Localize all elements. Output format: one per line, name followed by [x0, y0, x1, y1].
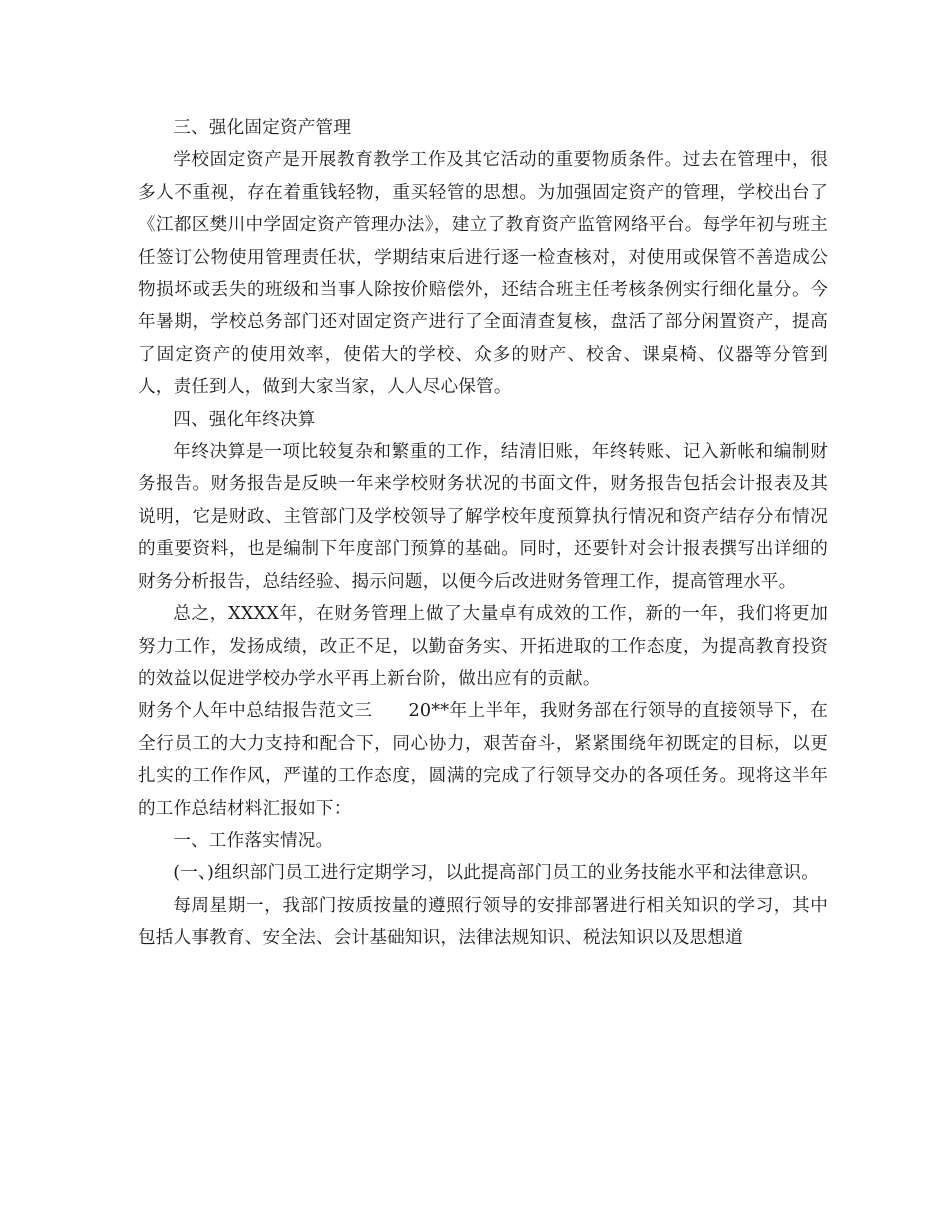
paragraph-study-organization: (一、)组织部门员工进行定期学习，以此提高部门员工的业务技能水平和法律意识。	[173, 863, 820, 884]
paragraph-report-three-intro: 财务个人年中总结报告范文三 20**年上半年，我财务部在行领导的直接领导下，在全行员工的大力支持和配合下，同心协力，艰苦奋斗，紧紧围绕年初既定的目标，以更扎实的工作作风，严谨的工作态度，圆满的完成了行领导交办的各项任务。现将这半年的工作总结材料汇报如下：	[138, 701, 828, 819]
document-page	[138, 112, 828, 955]
paragraph-weekly-study: 每周星期一，我部门按质按量的遵照行领导的安排部署进行相关知识的学习，其中包括人事教育、安全法、会计基础知识，法律法规知识、税法知识以及思想道	[138, 895, 828, 949]
paragraph-conclusion: 总之，XXXX年，在财务管理上做了大量卓有成效的工作，新的一年，我们将更加努力工作，发扬成绩，改正不足，以勤奋务实、开拓进取的工作态度，为提高教育投资的效益以促进学校办学水平再上新台阶，做出应有的贡献。	[138, 604, 828, 689]
paragraph-year-end: 年终决算是一项比较复杂和繁重的工作，结清旧账，年终转账、记入新帐和编制财务报告。财务报告是反映一年来学校财务状况的书面文件，财务报告包括会计报表及其说明，它是财政、主管部门及学校领导了解学校年度预算执行情况和资产结存分布情况的重要资料，也是编制下年度部门预算的基础。同时，还要针对会计报表撰写出详细的财务分析报告，总结经验、揭示问题，以便今后改进财务管理工作，提高管理水平。	[138, 442, 828, 592]
paragraph-fixed-assets: 学校固定资产是开展教育教学工作及其它活动的重要物质条件。过去在管理中，很多人不重视，存在着重钱轻物，重买轻管的思想。为加强固定资产的管理，学校出台了《江都区樊川中学固定资产管理办法》，建立了教育资产监管网络平台。每学年初与班主任签订公物使用管理责任状，学期结束后进行逐一检查核对，对使用或保管不善造成公物损坏或丢失的班级和当事人除按价赔偿外，还结合班主任考核条例实行细化量分。今年暑期，学校总务部门还对固定资产进行了全面清查复核，盘活了部分闲置资产，提高了固定资产的使用效率，使偌大的学校、众多的财产、校舍、课桌椅、仪器等分管到人，责任到人，做到大家当家，人人尽心保管。	[138, 150, 828, 398]
section-heading-year-end: 四、强化年终决算	[173, 409, 316, 430]
section-heading-work-status: 一、工作落实情况。	[173, 830, 334, 851]
section-heading-fixed-assets: 三、强化固定资产管理	[173, 118, 352, 138]
